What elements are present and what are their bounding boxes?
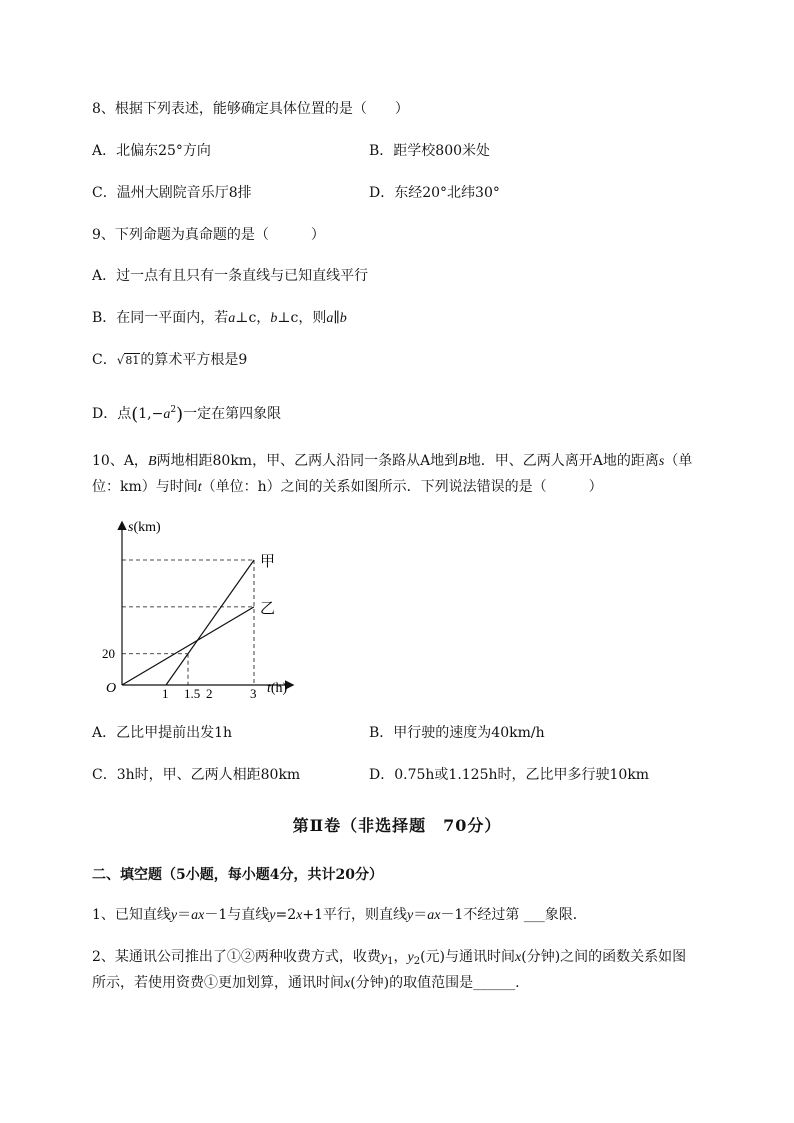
q9-option-c: C．√81的算术平方根是9 [92, 350, 247, 371]
fill-q2-line1: 2、某通讯公司推出了①②两种收费方式，收费$y_1$，$y_2$(元)与通讯时间x(分钟)之间的函数关系如图 [92, 949, 687, 967]
fill-q1: 1、已知直线y＝ax－1与直线y=2x+1平行，则直线y＝ax－1不经过第 ___象限． [92, 907, 587, 923]
y-axis-label: s(km) [128, 520, 161, 535]
q9-option-b: B．在同一平面内，若a⊥c，b⊥c，则a∥b [92, 310, 347, 326]
q10-stem-line1: 10、A，B两地相距80km，甲、乙两人沿同一条路从A地到B地．甲、乙两人离开A地的距离s（单 [92, 453, 693, 469]
sqrt-expression: √81 [116, 353, 140, 367]
q10-option-c: C．3h时，甲、乙两人相距80km [92, 767, 301, 783]
q10-option-d: D．0.75h或1.125h时，乙比甲多行驶10km [369, 767, 650, 783]
q8-option-c: C．温州大剧院音乐厅8排 [92, 185, 252, 201]
q8-option-b: B．距学校800米处 [369, 143, 491, 159]
q8-stem: 8、根据下列表述，能够确定具体位置的是（ ） [92, 101, 409, 117]
part2-heading: 第Ⅱ卷（非选择题 70分） [292, 816, 502, 835]
x-axis-label: t(h) [267, 681, 288, 696]
distance-time-chart [92, 515, 312, 700]
series-label-1: 甲 [260, 552, 276, 570]
series-line-1 [166, 560, 254, 685]
x-tick-2: 2 [206, 686, 213, 700]
q10-option-b: B．甲行驶的速度为40km/h [369, 725, 545, 741]
q10-stem-line2: 位：km）与时间t（单位：h）之间的关系如图所示．下列说法错误的是（ ） [92, 479, 603, 495]
series-line-2 [122, 607, 254, 685]
section-title: 二、填空题（5小题，每小题4分，共计20分） [92, 867, 383, 883]
x-tick-3: 3 [250, 686, 257, 700]
q8-option-a: A．北偏东25°方向 [92, 143, 211, 159]
q9-option-d: D．点$(1,-a^2)$一定在第四象限 [92, 404, 282, 425]
q9-option-a: A．过一点有且只有一条直线与已知直线平行 [92, 268, 369, 284]
series-label-2: 乙 [260, 598, 276, 617]
q8-option-d: D．东经20°北纬30° [369, 185, 500, 201]
q9-stem: 9、下列命题为真命题的是（ ） [92, 227, 325, 243]
y-tick-20: 20 [102, 645, 115, 661]
fill-q2-line2: 所示，若使用资费①更加划算，通讯时间x(分钟)的取值范围是______. [92, 975, 520, 991]
origin-label: O [106, 681, 117, 696]
x-tick-1: 1 [162, 686, 169, 700]
q10-option-a: A．乙比甲提前出发1h [92, 725, 233, 741]
x-tick-1.5: 1.5 [184, 686, 201, 700]
